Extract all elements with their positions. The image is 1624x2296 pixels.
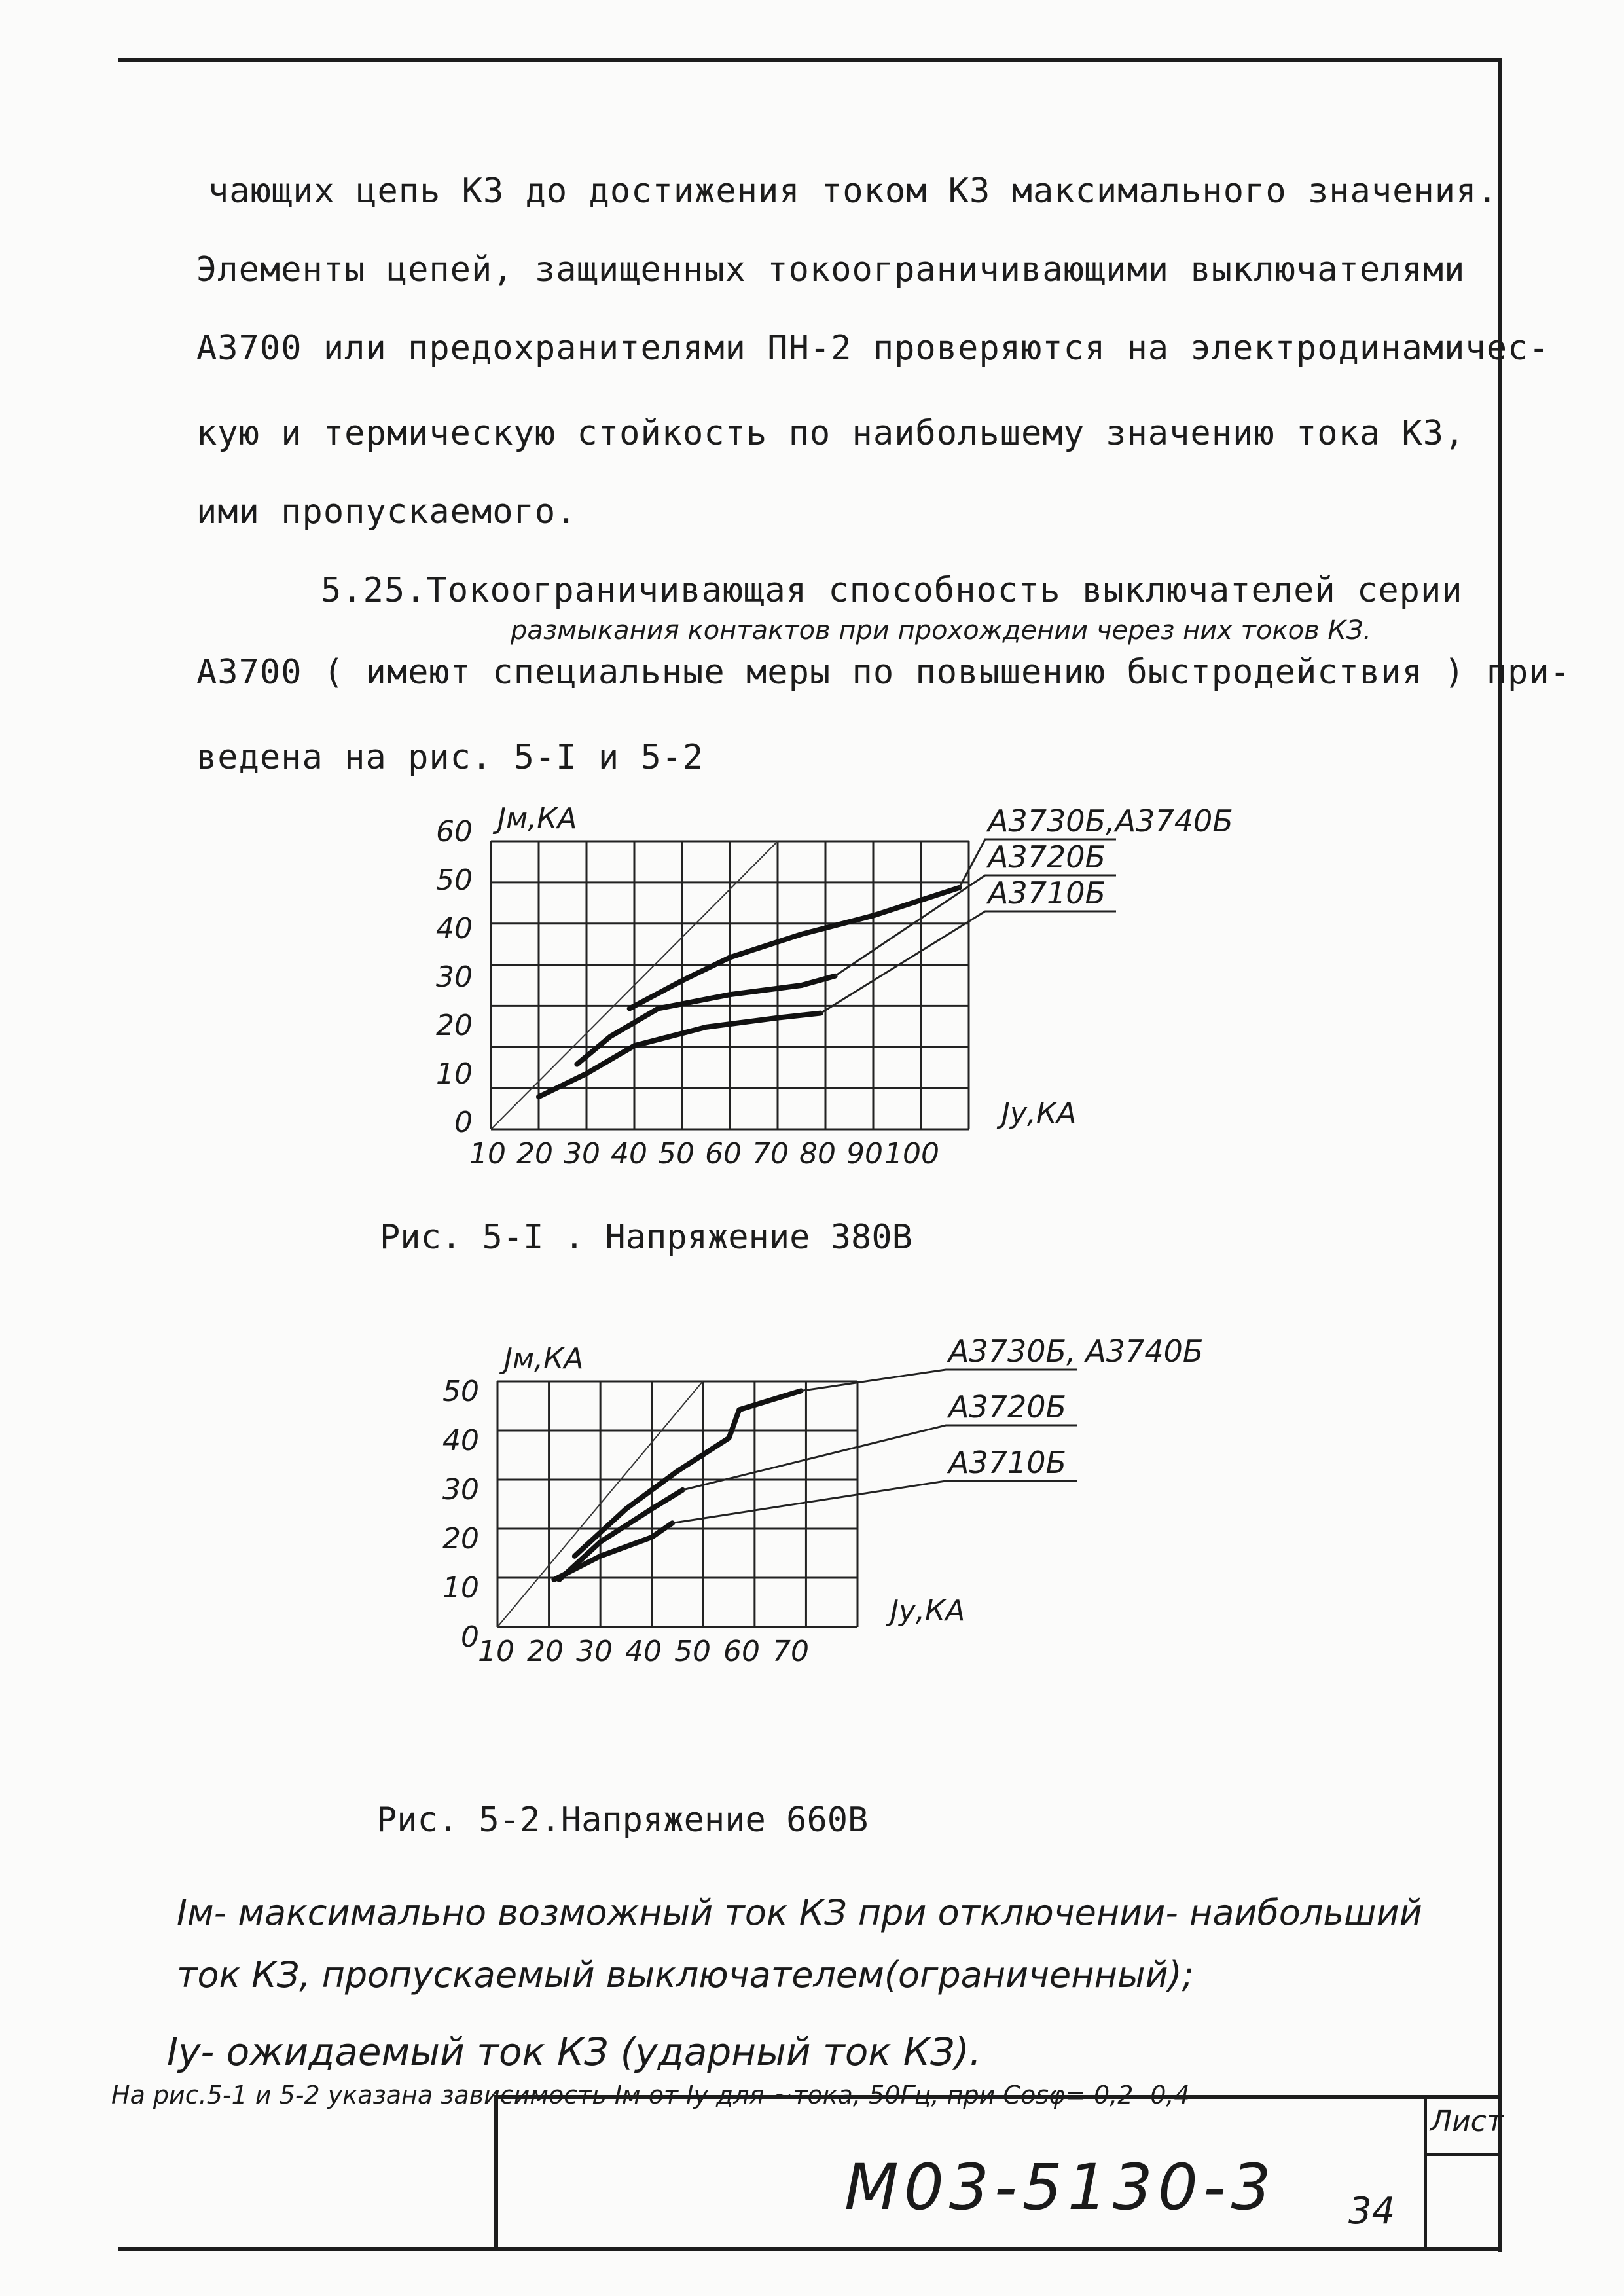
body-line-8: ведена на рис. 5-I и 5-2 [196, 738, 704, 777]
x-tick-label: 10 [478, 1635, 514, 1668]
y-tick-label: 0 [454, 1106, 473, 1139]
x-tick-label: 30 [576, 1635, 613, 1668]
x-tick-label: 50 [658, 1137, 695, 1171]
body-line-4: кую и термическую стойкость по наибольшему значению тока КЗ, [196, 414, 1466, 453]
y-tick-label: 40 [436, 912, 473, 945]
body-line-6: 5.25.Токоограничивающая способность выключателей серии [321, 571, 1463, 610]
body-line-5: ими пропускаемого. [196, 492, 577, 532]
x-tick-label: 100 [884, 1137, 939, 1171]
legend-label: А3720Б [948, 1389, 1067, 1425]
legend-label: А3710Б [988, 875, 1106, 911]
figure-caption-5-2: Рис. 5-2.Напряжение 660В [376, 1800, 869, 1840]
y-tick-label: 40 [442, 1424, 479, 1457]
x-tick-label: 70 [752, 1137, 789, 1171]
x-axis-label: Jу,КА [1001, 1097, 1077, 1130]
x-tick-label: 60 [705, 1137, 742, 1171]
legend-label: А3730Б, А3740Б [948, 1334, 1204, 1369]
chart-380v [432, 773, 1348, 1178]
body-line-7: А3700 ( имеют специальные меры по повышению быстродействия ) при- [196, 653, 1571, 692]
series-curve [577, 976, 835, 1065]
y-tick-label: 50 [436, 864, 473, 897]
series-curve [630, 888, 960, 1009]
x-axis-label: Jу,КА [890, 1594, 965, 1628]
y-tick-label: 20 [436, 1009, 473, 1042]
body-line-1: чающих цепь КЗ до достижения током КЗ максимального значения. [208, 172, 1498, 211]
x-tick-label: 90 [846, 1137, 883, 1171]
x-tick-label: 70 [772, 1635, 809, 1668]
x-tick-label: 20 [527, 1635, 564, 1668]
y-tick-label: 30 [442, 1473, 479, 1506]
legend-label: А3710Б [948, 1445, 1067, 1480]
y-tick-label: 10 [442, 1571, 479, 1605]
y-tick-label: 60 [436, 815, 473, 848]
handwritten-insert: размыкания контактов при прохождении через них токов КЗ. [511, 615, 1372, 646]
sheet-label: Лист [1430, 2105, 1504, 2138]
page-frame-top [118, 58, 1502, 62]
legend-label: А3730Б,А3740Б [988, 803, 1233, 839]
y-tick-label: 30 [436, 960, 473, 994]
legend-leader-line [801, 1370, 1077, 1391]
y-tick-label: 10 [436, 1057, 473, 1091]
note-dependency: На рис.5-1 и 5-2 указана зависимость Iм от Iу для ~тока, 50Гц, при Cosφ= 0,2- 0,4 [111, 2081, 1190, 2109]
body-line-3: А3700 или предохранителями ПН-2 проверяются на электродинамичес- [196, 329, 1550, 368]
series-curve [575, 1391, 801, 1556]
sheet-number: 34 [1348, 2190, 1396, 2232]
note-im-line-1: Iм- максимально возможный ток КЗ при отключении- наибольший [177, 1892, 1422, 1933]
y-axis-label: Jм,КА [497, 802, 577, 835]
figure-caption-5-1: Рис. 5-I . Напряжение 380В [380, 1218, 912, 1257]
x-tick-label: 10 [469, 1137, 506, 1171]
x-tick-label: 50 [674, 1635, 711, 1668]
x-tick-label: 80 [799, 1137, 836, 1171]
chart-660v [432, 1316, 1348, 1689]
x-tick-label: 60 [723, 1635, 760, 1668]
note-im-line-2: ток КЗ, пропускаемый выключателем(ограниченный); [177, 1954, 1194, 1995]
x-tick-label: 30 [564, 1137, 600, 1171]
legend-label: А3720Б [988, 839, 1106, 875]
y-tick-label: 0 [461, 1620, 479, 1654]
x-tick-label: 40 [625, 1635, 662, 1668]
page-frame-right [1498, 58, 1502, 2252]
x-tick-label: 20 [516, 1137, 553, 1171]
y-axis-label: Jм,КА [504, 1342, 584, 1376]
x-tick-label: 40 [611, 1137, 647, 1171]
document-number: М03-5130-3 [844, 2151, 1276, 2224]
y-tick-label: 50 [442, 1375, 479, 1408]
note-iu: Iу- ожидаемый ток КЗ (ударный ток КЗ). [167, 2030, 982, 2074]
legend-leader-line [672, 1481, 1077, 1523]
body-line-2: Элементы цепей, защищенных токоограничивающими выключателями [196, 250, 1466, 289]
y-tick-label: 20 [442, 1522, 479, 1556]
